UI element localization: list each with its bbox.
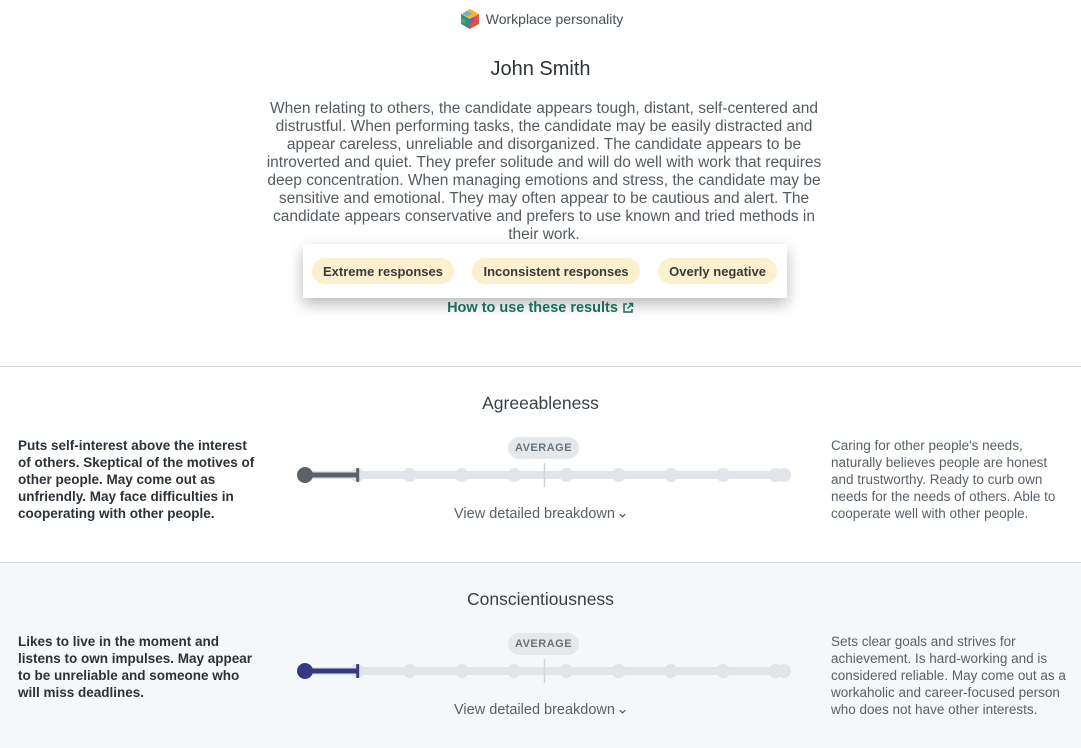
view-breakdown-button[interactable] bbox=[0, 506, 1081, 522]
trait-section-agreeableness bbox=[0, 367, 1081, 562]
scale-step-dot bbox=[664, 468, 678, 482]
external-link-icon bbox=[622, 302, 634, 314]
top-bar bbox=[0, 6, 1081, 32]
how-to-use-results-label: How to use these results bbox=[447, 300, 618, 316]
app-title: Workplace personality bbox=[485, 11, 624, 27]
trait-low-description: Likes to live in the moment and listens to own impulses. May appear to be unreliable and someone who will miss deadlines. bbox=[18, 634, 253, 700]
flag-chip: Overly negative bbox=[658, 258, 777, 284]
trait-title: Agreeableness bbox=[482, 393, 599, 413]
chevron-down-icon bbox=[618, 511, 627, 520]
average-badge: AVERAGE bbox=[508, 437, 579, 459]
scale-step-dot bbox=[716, 468, 730, 482]
scale-step-dot bbox=[559, 468, 573, 482]
view-breakdown-button[interactable] bbox=[0, 702, 1081, 718]
score-marker bbox=[356, 468, 359, 482]
trait-score-scale bbox=[296, 463, 796, 487]
flag-chip: Extreme responses bbox=[312, 258, 454, 284]
trait-low-description: Puts self-interest above the interest of others. Skeptical of the motives of other people. May come out as unfriendly. May face difficulties in cooperating with other people. bbox=[18, 438, 255, 521]
flag-chip: Inconsistent responses bbox=[472, 258, 639, 284]
scale-end-dot bbox=[777, 468, 791, 482]
trait-high-description: Sets clear goals and strives for achievement. Is hard-working and is considered reliable. May come out as a workaholic and career-focused person who does not have other interests. bbox=[831, 634, 1066, 717]
scale-step-dot bbox=[403, 664, 417, 678]
how-to-use-results-link[interactable] bbox=[0, 300, 1081, 316]
response-flags-card bbox=[303, 244, 787, 298]
scale-step-dot bbox=[507, 468, 521, 482]
scale-step-dot bbox=[455, 664, 469, 678]
scale-step-dot bbox=[507, 664, 521, 678]
scale-step-dot bbox=[455, 468, 469, 482]
scale-step-dot bbox=[559, 664, 573, 678]
average-badge: AVERAGE bbox=[508, 633, 579, 655]
scale-step-dot bbox=[612, 468, 626, 482]
view-breakdown-label: View detailed breakdown bbox=[454, 506, 615, 522]
score-start-dot bbox=[297, 467, 313, 483]
trait-section-conscientiousness bbox=[0, 563, 1081, 748]
scale-step-dot bbox=[612, 664, 626, 678]
scale-end-dot bbox=[777, 664, 791, 678]
scale-step-dot bbox=[716, 664, 730, 678]
trait-title: Conscientiousness bbox=[467, 589, 614, 609]
scale-step-dot bbox=[403, 468, 417, 482]
score-marker bbox=[356, 664, 359, 678]
trait-score-scale bbox=[296, 659, 796, 683]
candidate-name: John Smith bbox=[490, 58, 591, 80]
trait-high-description: Caring for other people's needs, naturally believes people are honest and trustworthy. Ready to curb own needs for the needs of others. Able to cooperate well with other people. bbox=[831, 438, 1056, 521]
cube-logo-icon bbox=[458, 7, 482, 31]
candidate-summary: When relating to others, the candidate appears tough, distant, self-centered and distrustful. When performing tasks, the candidate may be easily distracted and appear careless, unreliable and disorganized. The candidate appears to be introverted and quiet. They prefer solitude and will do well with work that requires deep concentration. When managing emotions and stress, the candidate may be sensitive and emotional. They may often appear to be cautious and alert. The candidate appears conservative and prefers to use known and tried methods in their work. bbox=[266, 100, 822, 243]
scale-step-dot bbox=[664, 664, 678, 678]
score-start-dot bbox=[297, 663, 313, 679]
view-breakdown-label: View detailed breakdown bbox=[454, 702, 615, 718]
chevron-down-icon bbox=[618, 707, 627, 716]
